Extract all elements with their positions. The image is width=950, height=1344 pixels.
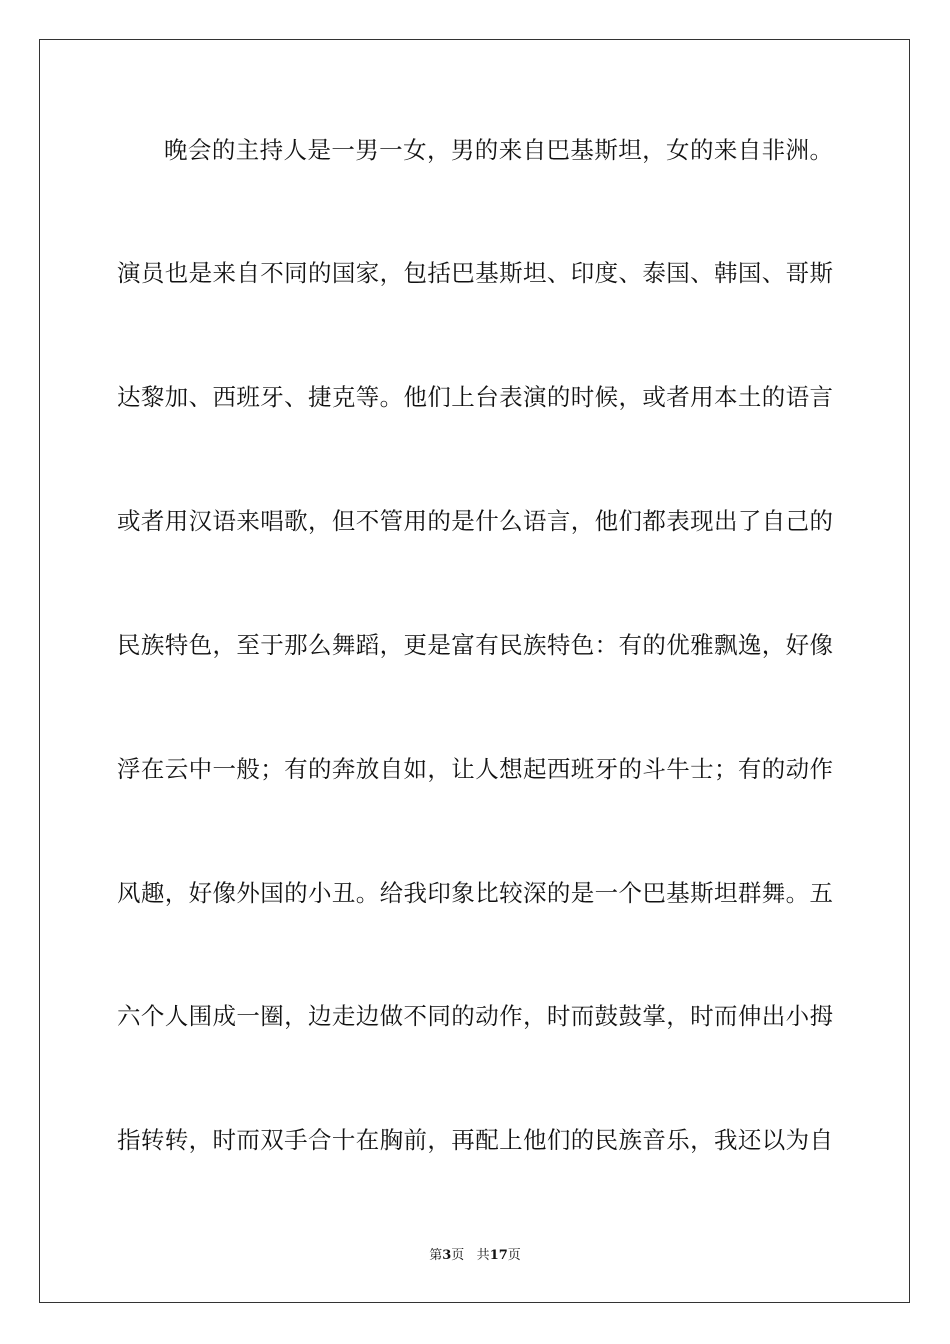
text-line-4: 或者用汉语来唱歌，但不管用的是什么语言，他们都表现出了自己的 [117, 507, 833, 535]
total-prefix: 共 [476, 1248, 490, 1263]
page-suffix: 页 [451, 1248, 465, 1263]
page-number: 3 [442, 1248, 452, 1263]
text-line-5: 民族特色，至于那么舞蹈，更是富有民族特色：有的优雅飘逸，好像 [117, 631, 833, 659]
total-pages: 17 [489, 1248, 508, 1263]
page-footer [0, 1247, 950, 1265]
text-line-9: 指转转，时而双手合十在胸前，再配上他们的民族音乐，我还以为自 [117, 1126, 833, 1154]
text-line-1: 晚会的主持人是一男一女，男的来自巴基斯坦，女的来自非洲。 [164, 136, 833, 164]
page-border [39, 39, 910, 1303]
text-line-6: 浮在云中一般；有的奔放自如，让人想起西班牙的斗牛士；有的动作 [117, 755, 833, 783]
text-line-7: 风趣，好像外国的小丑。给我印象比较深的是一个巴基斯坦群舞。五 [117, 879, 833, 907]
page-prefix: 第 [429, 1248, 443, 1263]
text-line-8: 六个人围成一圈，边走边做不同的动作，时而鼓鼓掌，时而伸出小拇 [117, 1002, 833, 1030]
text-line-2: 演员也是来自不同的国家，包括巴基斯坦、印度、泰国、韩国、哥斯 [117, 259, 833, 287]
total-suffix: 页 [507, 1248, 521, 1263]
text-line-3: 达黎加、西班牙、捷克等。他们上台表演的时候，或者用本土的语言 [117, 383, 833, 411]
